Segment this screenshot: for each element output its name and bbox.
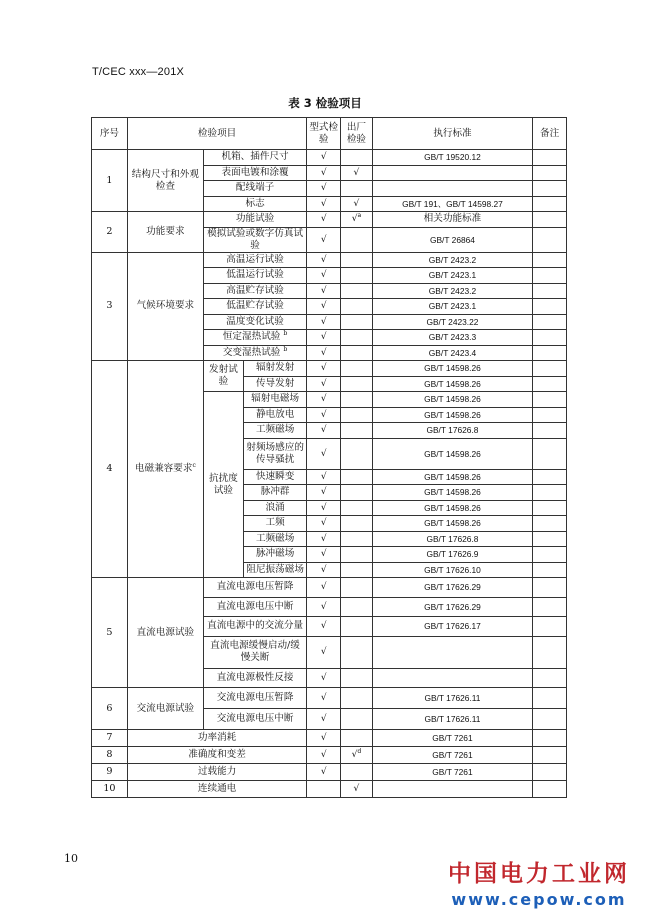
- remark-cell: [533, 330, 567, 346]
- item-cell: 直流电源极性反接: [203, 668, 306, 688]
- remark-cell: [533, 196, 567, 212]
- remark-cell: [533, 709, 567, 730]
- type-test-check: √: [307, 531, 341, 547]
- remark-cell: [533, 150, 567, 166]
- footnote-mark: b: [283, 330, 288, 338]
- standard-cell: GB/T 14598.26: [372, 438, 532, 469]
- item-cell: 高温贮存试验: [203, 283, 306, 299]
- watermark-url: www.cepow.com: [451, 890, 627, 909]
- group-no: 9: [92, 764, 128, 781]
- standard-cell: GB/T 17626.29: [372, 597, 532, 617]
- type-test-check: √: [307, 547, 341, 563]
- type-test-check: √: [307, 617, 341, 637]
- item-label: 交变湿热试验: [222, 346, 281, 358]
- watermark-title: 中国电力工业网: [448, 861, 630, 887]
- factory-test-cell: [341, 531, 373, 547]
- footnote-mark: c: [192, 461, 196, 469]
- type-test-check: √: [307, 212, 341, 228]
- factory-test-cell: [341, 268, 373, 284]
- factory-test-check: [341, 212, 373, 228]
- standard-cell: [372, 165, 532, 181]
- factory-test-cell: [341, 636, 373, 668]
- factory-test-cell: [341, 150, 373, 166]
- table-title: 表 3 检验项目: [288, 96, 362, 110]
- footnote-mark: a: [357, 212, 362, 220]
- group-no: 1: [92, 150, 128, 212]
- type-test-check: √: [307, 407, 341, 423]
- type-test-check: √: [307, 500, 341, 516]
- standard-cell: GB/T 17626.8: [372, 531, 532, 547]
- standard-cell: GB/T 2423.2: [372, 252, 532, 268]
- type-test-check: √: [307, 516, 341, 532]
- remark-cell: [533, 376, 567, 392]
- standard-cell: [372, 781, 532, 798]
- item-cell: 辐射电磁场: [243, 392, 306, 408]
- standard-cell: GB/T 14598.26: [372, 516, 532, 532]
- type-test-check: √: [307, 668, 341, 688]
- table-row: [92, 781, 567, 798]
- item-cell: [203, 330, 306, 346]
- group-no: 8: [92, 747, 128, 764]
- item-cell: 模拟试验或数字仿真试验: [203, 227, 306, 252]
- factory-test-cell: [341, 330, 373, 346]
- type-test-check: √: [307, 252, 341, 268]
- table-row: [92, 764, 567, 781]
- table-row: [92, 150, 567, 166]
- standard-cell: GB/T 14598.26: [372, 392, 532, 408]
- table-row: [92, 747, 567, 764]
- factory-test-cell: [341, 181, 373, 197]
- group-no: 7: [92, 730, 128, 747]
- remark-cell: [533, 361, 567, 377]
- type-test-check: √: [307, 764, 341, 781]
- factory-test-cell: [341, 252, 373, 268]
- remark-cell: [533, 345, 567, 361]
- factory-test-cell: [341, 547, 373, 563]
- remark-cell: [533, 268, 567, 284]
- document-code: T/CEC xxx—201X: [92, 66, 185, 78]
- type-test-check: √: [307, 345, 341, 361]
- standard-cell: GB/T 14598.26: [372, 485, 532, 501]
- item-cell: 低温贮存试验: [203, 299, 306, 315]
- table-row: [92, 578, 567, 598]
- col-header-remark: 备注: [533, 118, 567, 150]
- group-no: 3: [92, 252, 128, 361]
- group-name: 交流电源试验: [127, 688, 203, 730]
- type-test-check: √: [307, 562, 341, 578]
- standard-cell: [372, 636, 532, 668]
- standard-cell: GB/T 2423.1: [372, 268, 532, 284]
- type-test-check: √: [307, 709, 341, 730]
- col-header-no: 序号: [92, 118, 128, 150]
- standard-cell: GB/T 7261: [372, 730, 532, 747]
- type-test-check: √: [307, 150, 341, 166]
- item-cell: 表面电镀和涂覆: [203, 165, 306, 181]
- factory-test-cell: [341, 438, 373, 469]
- item-cell: 过载能力: [127, 764, 306, 781]
- item-cell: 浪涌: [243, 500, 306, 516]
- factory-test-cell: [341, 617, 373, 637]
- standard-cell: GB/T 7261: [372, 747, 532, 764]
- standard-cell: GB/T 26864: [372, 227, 532, 252]
- factory-test-check: √: [341, 781, 373, 798]
- remark-cell: [533, 531, 567, 547]
- factory-test-cell: [341, 764, 373, 781]
- col-header-standard: 执行标准: [372, 118, 532, 150]
- type-test-check: √: [307, 165, 341, 181]
- item-cell: 快速瞬变: [243, 469, 306, 485]
- factory-test-check: √: [341, 165, 373, 181]
- type-test-check: √: [307, 438, 341, 469]
- remark-cell: [533, 562, 567, 578]
- col-header-item: 检验项目: [127, 118, 306, 150]
- type-test-check: √: [307, 227, 341, 252]
- factory-test-cell: [341, 500, 373, 516]
- type-test-check: √: [307, 392, 341, 408]
- factory-test-cell: [341, 361, 373, 377]
- standard-cell: GB/T 14598.26: [372, 469, 532, 485]
- type-test-check: √: [307, 299, 341, 315]
- type-test-check: √: [307, 485, 341, 501]
- item-cell: 工频磁场: [243, 531, 306, 547]
- item-cell: 高温运行试验: [203, 252, 306, 268]
- standard-cell: [372, 668, 532, 688]
- type-test-check: √: [307, 469, 341, 485]
- group-name: 直流电源试验: [127, 578, 203, 688]
- factory-test-cell: [341, 345, 373, 361]
- type-test-check: √: [307, 196, 341, 212]
- group-name: 功能要求: [127, 212, 203, 253]
- remark-cell: [533, 578, 567, 598]
- factory-test-check: √: [341, 196, 373, 212]
- table-row: [92, 688, 567, 709]
- footnote-mark: b: [283, 345, 288, 353]
- site-watermark: [448, 855, 630, 909]
- item-cell: 功能试验: [203, 212, 306, 228]
- standard-cell: GB/T 2423.22: [372, 314, 532, 330]
- group-name: 气候环境要求: [127, 252, 203, 361]
- standard-cell: GB/T 2423.2: [372, 283, 532, 299]
- item-label: 恒定湿热试验: [222, 331, 281, 343]
- item-cell: 功率消耗: [127, 730, 306, 747]
- type-test-check: √: [307, 688, 341, 709]
- remark-cell: [533, 516, 567, 532]
- remark-cell: [533, 392, 567, 408]
- factory-test-cell: [341, 407, 373, 423]
- group-no: 6: [92, 688, 128, 730]
- factory-test-check: [341, 747, 373, 764]
- remark-cell: [533, 438, 567, 469]
- remark-cell: [533, 688, 567, 709]
- remark-cell: [533, 283, 567, 299]
- item-cell: 工频磁场: [243, 423, 306, 439]
- factory-test-cell: [341, 299, 373, 315]
- factory-test-cell: [341, 376, 373, 392]
- remark-cell: [533, 485, 567, 501]
- table-row: [92, 730, 567, 747]
- item-cell: 直流电源中的交流分量: [203, 617, 306, 637]
- remark-cell: [533, 299, 567, 315]
- factory-test-cell: [341, 392, 373, 408]
- inspection-items-table: [91, 117, 567, 798]
- group-name: [127, 361, 203, 578]
- remark-cell: [533, 636, 567, 668]
- item-cell: 准确度和变差: [127, 747, 306, 764]
- group-no: 4: [92, 361, 128, 578]
- remark-cell: [533, 314, 567, 330]
- standard-cell: GB/T 17626.29: [372, 578, 532, 598]
- remark-cell: [533, 469, 567, 485]
- table-row: [92, 252, 567, 268]
- subgroup-immunity: 抗扰度试验: [203, 392, 243, 578]
- type-test-check: √: [307, 636, 341, 668]
- standard-cell: GB/T 19520.12: [372, 150, 532, 166]
- remark-cell: [533, 212, 567, 228]
- factory-test-cell: [341, 227, 373, 252]
- item-cell: 交流电源电压暂降: [203, 688, 306, 709]
- table-row: [92, 361, 567, 377]
- type-test-check: √: [307, 730, 341, 747]
- type-test-check: √: [307, 330, 341, 346]
- remark-cell: [533, 617, 567, 637]
- remark-cell: [533, 227, 567, 252]
- item-cell: 机箱、插件尺寸: [203, 150, 306, 166]
- group-no: 2: [92, 212, 128, 253]
- standard-cell: GB/T 17626.11: [372, 688, 532, 709]
- type-test-cell: [307, 781, 341, 798]
- item-cell: 脉冲磁场: [243, 547, 306, 563]
- factory-test-cell: [341, 668, 373, 688]
- type-test-check: √: [307, 361, 341, 377]
- remark-cell: [533, 407, 567, 423]
- type-test-check: √: [307, 181, 341, 197]
- factory-test-cell: [341, 688, 373, 709]
- item-cell: 工频: [243, 516, 306, 532]
- factory-test-cell: [341, 578, 373, 598]
- standard-cell: GB/T 17626.8: [372, 423, 532, 439]
- standard-cell: GB/T 14598.26: [372, 376, 532, 392]
- table-row: [92, 212, 567, 228]
- page-number: 10: [64, 852, 78, 865]
- factory-test-cell: [341, 469, 373, 485]
- check-mark: √: [351, 750, 358, 760]
- item-cell: [203, 345, 306, 361]
- remark-cell: [533, 781, 567, 798]
- factory-test-cell: [341, 283, 373, 299]
- col-header-type-test: 型式检验: [307, 118, 341, 150]
- type-test-check: √: [307, 376, 341, 392]
- subgroup-emission: 发射试验: [203, 361, 243, 392]
- group-label: 电磁兼容要求: [134, 463, 193, 474]
- standard-cell: GB/T 14598.26: [372, 361, 532, 377]
- type-test-check: √: [307, 314, 341, 330]
- col-header-factory-test: 出厂检验: [341, 118, 373, 150]
- table-header-row: [92, 118, 567, 150]
- item-cell: 直流电源电压中断: [203, 597, 306, 617]
- item-cell: 静电放电: [243, 407, 306, 423]
- standard-cell: GB/T 7261: [372, 764, 532, 781]
- factory-test-cell: [341, 730, 373, 747]
- item-cell: 辐射发射: [243, 361, 306, 377]
- standard-cell: GB/T 191、GB/T 14598.27: [372, 196, 532, 212]
- type-test-check: √: [307, 747, 341, 764]
- standard-cell: GB/T 17626.9: [372, 547, 532, 563]
- standard-cell: 相关功能标准: [372, 212, 532, 228]
- remark-cell: [533, 747, 567, 764]
- standard-cell: GB/T 14598.26: [372, 500, 532, 516]
- remark-cell: [533, 500, 567, 516]
- standard-cell: GB/T 2423.3: [372, 330, 532, 346]
- group-no: 10: [92, 781, 128, 798]
- check-mark: √: [351, 214, 358, 225]
- footnote-mark: d: [357, 748, 362, 755]
- remark-cell: [533, 597, 567, 617]
- factory-test-cell: [341, 709, 373, 730]
- item-cell: 低温运行试验: [203, 268, 306, 284]
- item-cell: 直流电源电压暂降: [203, 578, 306, 598]
- factory-test-cell: [341, 516, 373, 532]
- type-test-check: √: [307, 283, 341, 299]
- remark-cell: [533, 668, 567, 688]
- standard-cell: GB/T 2423.1: [372, 299, 532, 315]
- factory-test-cell: [341, 485, 373, 501]
- standard-cell: [372, 181, 532, 197]
- type-test-check: √: [307, 578, 341, 598]
- remark-cell: [533, 423, 567, 439]
- standard-cell: GB/T 17626.11: [372, 709, 532, 730]
- remark-cell: [533, 730, 567, 747]
- item-cell: 温度变化试验: [203, 314, 306, 330]
- standard-cell: GB/T 17626.17: [372, 617, 532, 637]
- item-cell: 射频场感应的传导骚扰: [243, 438, 306, 469]
- standard-cell: GB/T 14598.26: [372, 407, 532, 423]
- item-cell: 脉冲群: [243, 485, 306, 501]
- factory-test-cell: [341, 423, 373, 439]
- item-cell: 连续通电: [127, 781, 306, 798]
- item-cell: 传导发射: [243, 376, 306, 392]
- item-cell: 阻尼振荡磁场: [243, 562, 306, 578]
- group-no: 5: [92, 578, 128, 688]
- item-cell: 交流电源电压中断: [203, 709, 306, 730]
- item-cell: 标志: [203, 196, 306, 212]
- factory-test-cell: [341, 314, 373, 330]
- group-name: 结构尺寸和外观检查: [127, 150, 203, 212]
- factory-test-cell: [341, 597, 373, 617]
- remark-cell: [533, 181, 567, 197]
- remark-cell: [533, 165, 567, 181]
- item-cell: 配线端子: [203, 181, 306, 197]
- type-test-check: √: [307, 268, 341, 284]
- standard-cell: GB/T 17626.10: [372, 562, 532, 578]
- factory-test-cell: [341, 562, 373, 578]
- remark-cell: [533, 252, 567, 268]
- remark-cell: [533, 764, 567, 781]
- type-test-check: √: [307, 423, 341, 439]
- item-cell: 直流电源缓慢启动/缓慢关断: [203, 636, 306, 668]
- remark-cell: [533, 547, 567, 563]
- standard-cell: GB/T 2423.4: [372, 345, 532, 361]
- type-test-check: √: [307, 597, 341, 617]
